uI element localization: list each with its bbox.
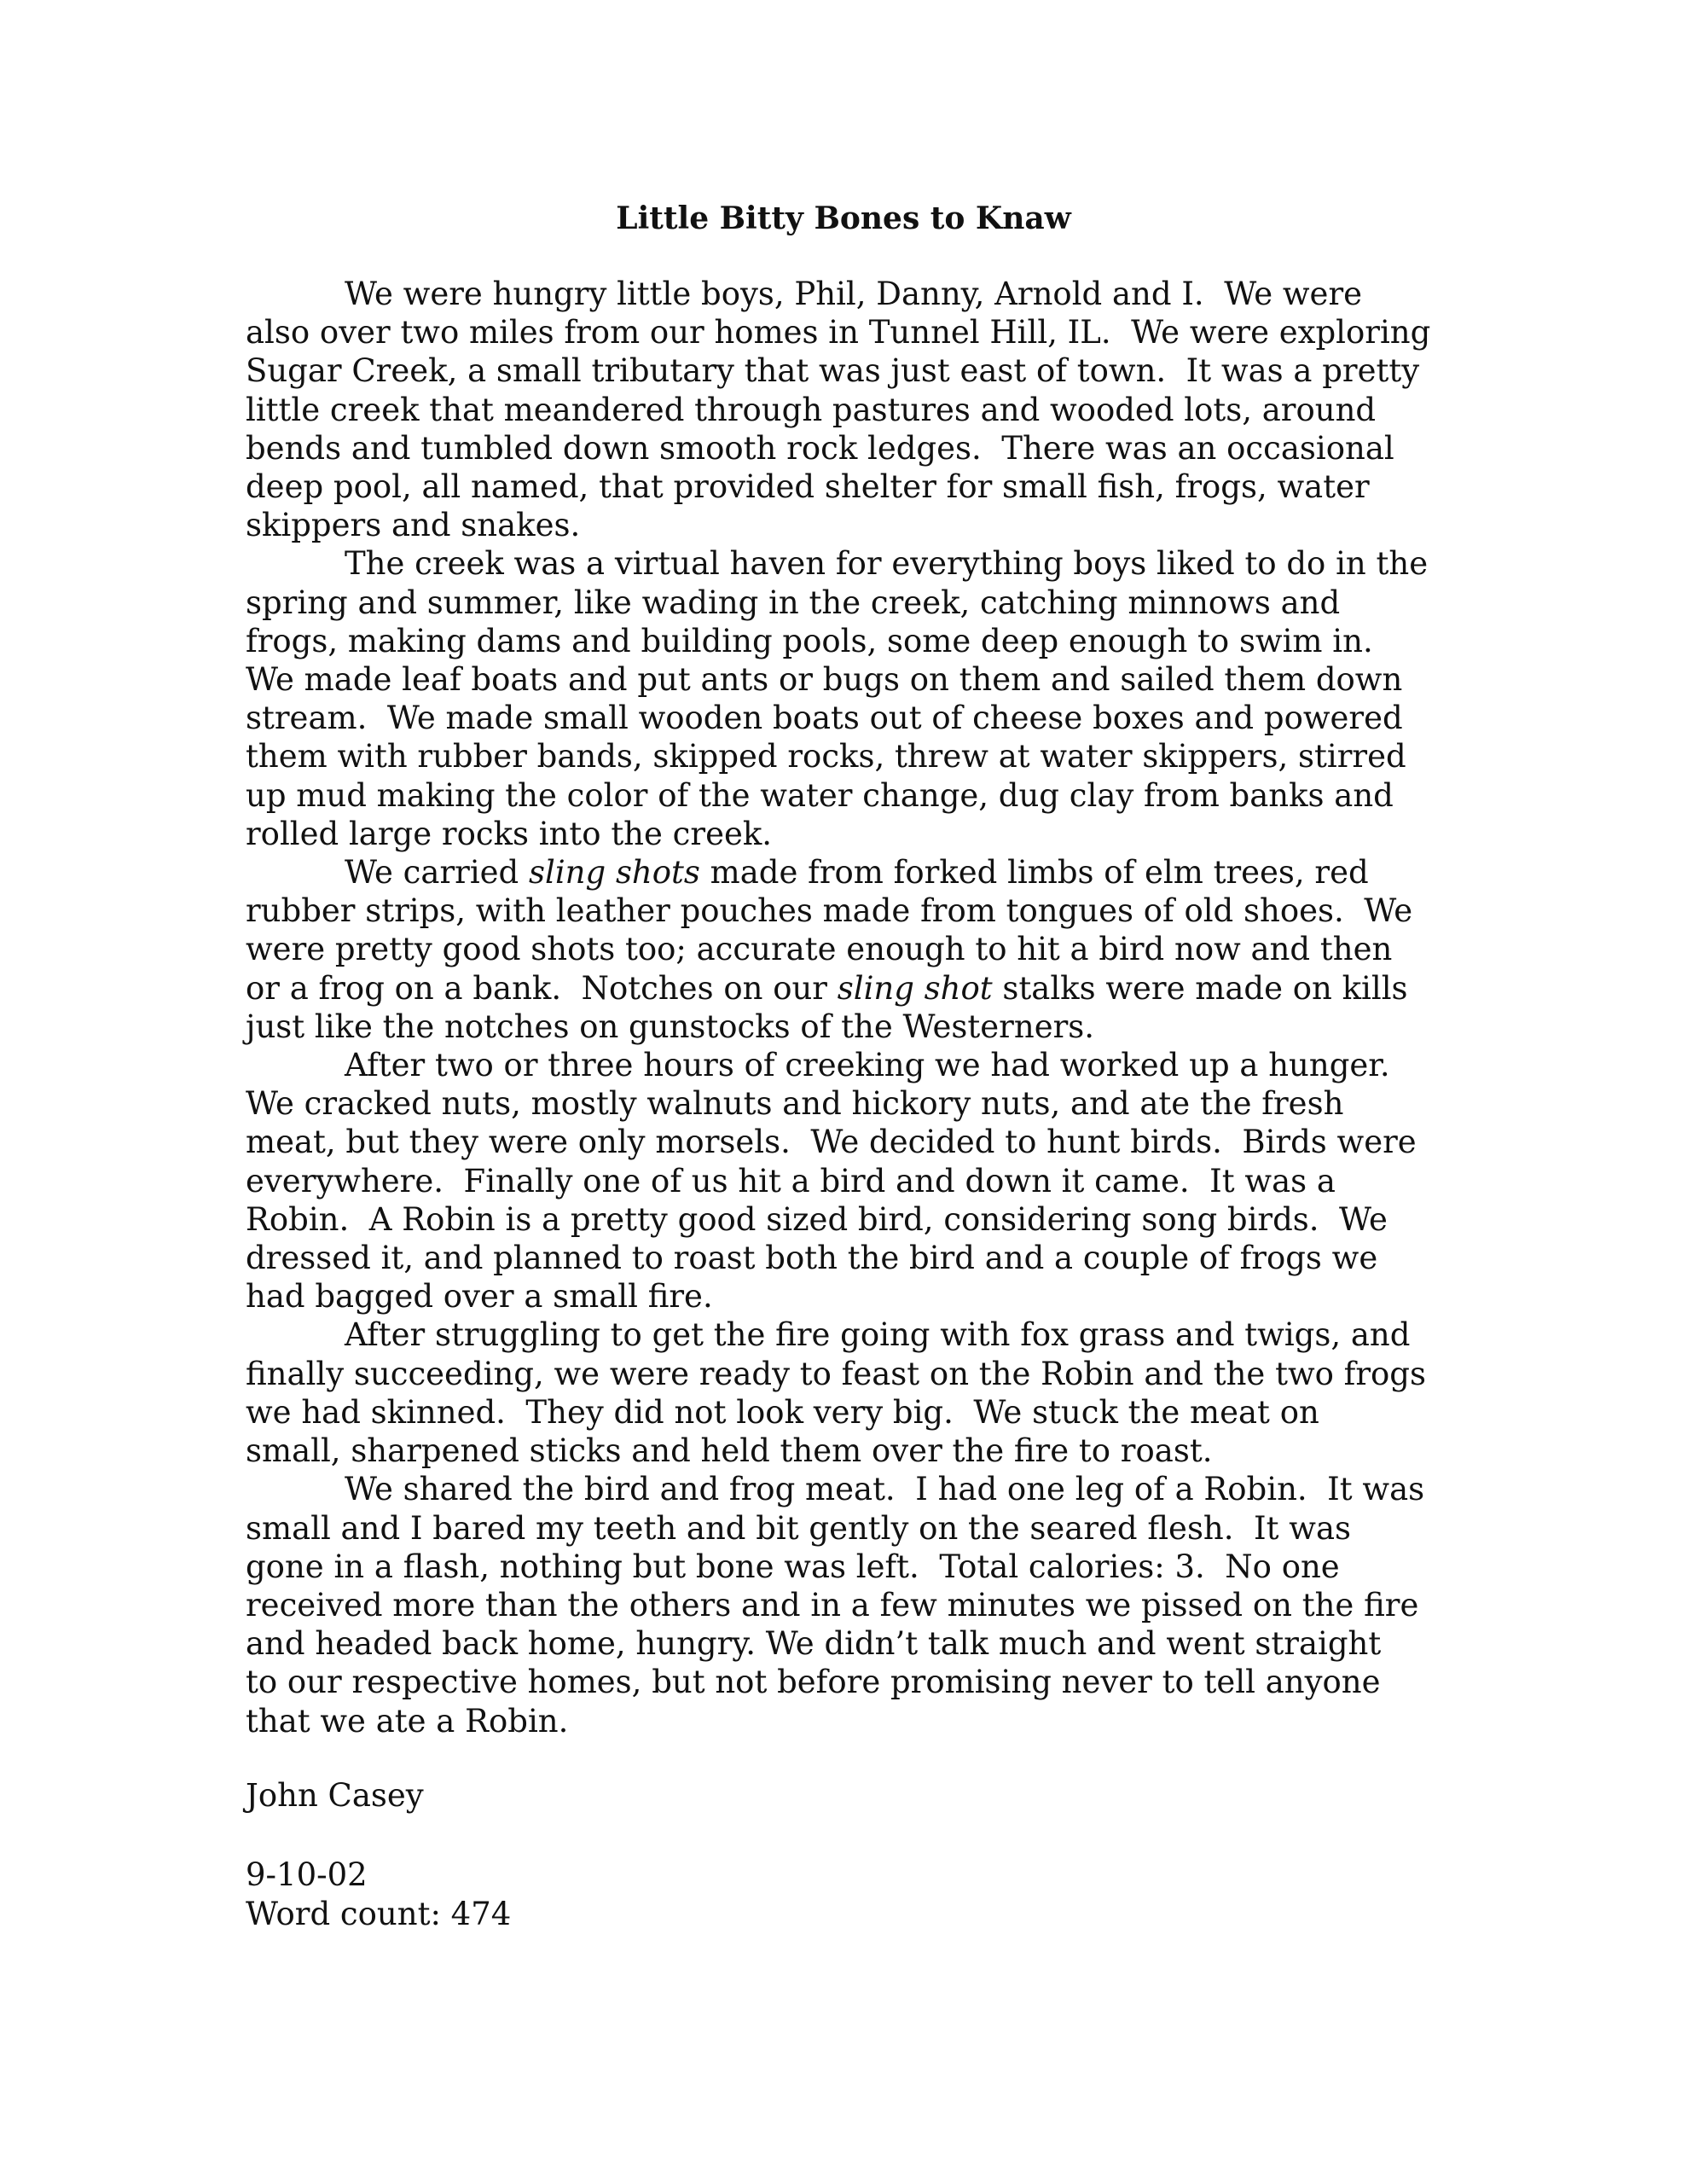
- author-name: John Casey: [246, 1777, 424, 1814]
- paragraph-4: [246, 1046, 1457, 1316]
- paragraph-line: small, sharpened sticks and held them over the fire to roast.: [246, 1432, 1213, 1470]
- paragraph-line: bends and tumbled down smooth rock ledges. There was an occasional: [246, 429, 1394, 467]
- italic-term: sling shot: [837, 969, 993, 1007]
- paragraph-line: meat, but they were only morsels. We decided to hunt birds. Birds were: [246, 1124, 1417, 1161]
- paragraph-1: [246, 275, 1457, 544]
- paragraph-line: gone in a flash, nothing but bone was left. Total calories: 3. No one: [246, 1548, 1340, 1585]
- document-date: 9-10-02: [246, 1856, 368, 1893]
- paragraph-line: We shared the bird and frog meat. I had one leg of a Robin. It was: [345, 1471, 1425, 1508]
- line-text: or a frog on a bank. Notches on our: [246, 969, 838, 1007]
- paragraph-line: After struggling to get the fire going with fox grass and twigs, and: [345, 1316, 1411, 1354]
- paragraph-line: finally succeeding, we were ready to feast on the Robin and the two frogs: [246, 1355, 1426, 1392]
- paragraph-line: We made leaf boats and put ants or bugs on them and sailed them down: [246, 661, 1403, 699]
- paragraph-line: stream. We made small wooden boats out of cheese boxes and powered: [246, 700, 1403, 737]
- document-title: Little Bitty Bones to Knaw: [616, 200, 1071, 236]
- paragraph-line: rolled large rocks into the creek.: [246, 815, 773, 852]
- story-body: [246, 275, 1457, 1740]
- paragraph-2: [246, 544, 1457, 853]
- word-count: Word count: 474: [246, 1896, 512, 1932]
- paragraph-line: spring and summer, like wading in the creek, catching minnows and: [246, 584, 1341, 621]
- paragraph-line: up mud making the color of the water change, dug clay from banks and: [246, 776, 1394, 814]
- paragraph-line: After two or three hours of creeking we had worked up a hunger.: [345, 1047, 1390, 1084]
- paragraph-line: We cracked nuts, mostly walnuts and hickory nuts, and ate the fresh: [246, 1085, 1344, 1123]
- paragraph-line: small and I bared my teeth and bit gently on the seared flesh. It was: [246, 1509, 1352, 1547]
- paragraph-line: little creek that meandered through pastures and wooded lots, around: [246, 391, 1377, 428]
- paragraph-line: The creek was a virtual haven for everything boys liked to do in the: [345, 545, 1429, 583]
- paragraph-line: rubber strips, with leather pouches made from tongues of old shoes. We: [246, 892, 1413, 930]
- paragraph-line: everywhere. Finally one of us hit a bird and down it came. It was a: [246, 1162, 1336, 1199]
- paragraph-line: them with rubber bands, skipped rocks, threw at water skippers, stirred: [246, 738, 1406, 775]
- paragraph-line: and headed back home, hungry. We didn’t talk much and went straight: [246, 1625, 1382, 1663]
- paragraph-line: also over two miles from our homes in Tunnel Hill, IL. We were exploring: [246, 314, 1431, 351]
- paragraph-line: Robin. A Robin is a pretty good sized bird, considering song birds. We: [246, 1200, 1388, 1238]
- line-text: stalks were made on kills: [992, 969, 1408, 1007]
- paragraph-line: that we ate a Robin.: [246, 1702, 569, 1740]
- line-text: We carried: [345, 854, 530, 892]
- paragraph-line: [246, 969, 1457, 1008]
- paragraph-line: Sugar Creek, a small tributary that was just east of town. It was a pretty: [246, 352, 1420, 390]
- line-text: made from forked limbs of elm trees, red: [699, 854, 1369, 892]
- paragraph-6: [246, 1470, 1457, 1740]
- paragraph-line: dressed it, and planned to roast both the bird and a couple of frogs we: [246, 1240, 1378, 1277]
- paragraph-line: We were hungry little boys, Phil, Danny, Arnold and I. We were: [345, 276, 1363, 312]
- italic-term: sling shots: [529, 854, 700, 892]
- paragraph-line: received more than the others and in a few minutes we pissed on the fire: [246, 1586, 1419, 1623]
- paragraph-line: just like the notches on gunstocks of the Westerners.: [246, 1008, 1095, 1045]
- paragraph-line: we had skinned. They did not look very big. We stuck the meat on: [246, 1393, 1319, 1431]
- paragraph-line: had bagged over a small fire.: [246, 1278, 713, 1316]
- paragraph-line: skippers and snakes.: [246, 507, 581, 544]
- paragraph-5: [246, 1316, 1457, 1470]
- paragraph-3: [246, 853, 1457, 1046]
- paragraph-line: to our respective homes, but not before promising never to tell anyone: [246, 1664, 1381, 1701]
- paragraph-line: were pretty good shots too; accurate enough to hit a bird now and then: [246, 931, 1393, 968]
- paragraph-line: frogs, making dams and building pools, some deep enough to swim in.: [246, 622, 1373, 659]
- paragraph-line: [246, 853, 1457, 892]
- paragraph-line: deep pool, all named, that provided shelter for small fish, frogs, water: [246, 468, 1370, 506]
